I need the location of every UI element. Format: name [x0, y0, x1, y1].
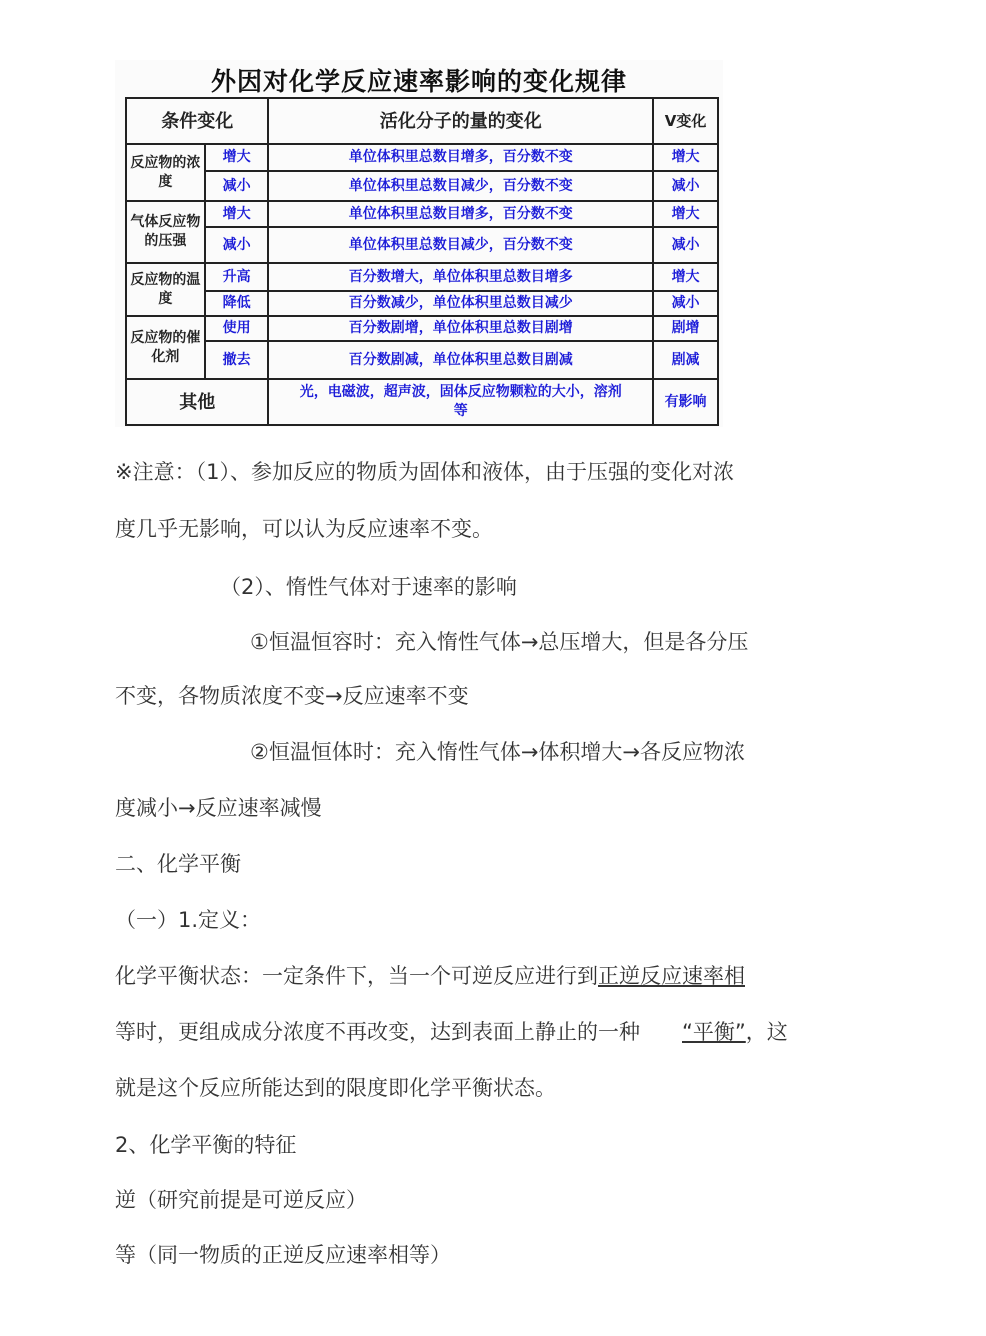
definition-line-2 — [115, 1016, 788, 1046]
underlined-term: “平衡” — [682, 1020, 746, 1044]
note-line-1: ※注意：（1）、参加反应的物质为固体和液体，由于压强的变化对浓 — [115, 460, 734, 484]
rate-factors-table — [125, 97, 719, 426]
header-v-change: V变化 — [653, 98, 718, 144]
note-line-7: 度减小→反应速率减慢 — [115, 796, 322, 820]
feature-item-1: 逆（研究前提是可逆反应） — [115, 1188, 367, 1212]
table-row — [126, 144, 718, 171]
factor-cell: 气体反应物的压强 — [126, 201, 205, 263]
table-header-row — [126, 98, 718, 144]
change-cell: 增大 — [205, 144, 269, 171]
change-cell: 升高 — [205, 263, 269, 291]
factor-cell: 反应物的温度 — [126, 263, 205, 316]
header-activated-molecules: 活化分子的量的变化 — [268, 98, 653, 144]
feature-item-2: 等（同一物质的正逆反应速率相等） — [115, 1243, 451, 1267]
underlined-term: 正逆反应速率相 — [598, 964, 745, 988]
change-cell: 降低 — [205, 291, 269, 316]
definition-text: ，这 — [745, 1020, 788, 1044]
note-line-2: 度几乎无影响，可以认为反应速率不变。 — [115, 517, 493, 541]
note-line-3: （2）、惰性气体对于速率的影响 — [220, 575, 517, 599]
molecule-cell: 单位体积里总数目增多，百分数不变 — [268, 201, 653, 227]
molecule-cell: 百分数剧增，单位体积里总数目剧增 — [268, 316, 653, 341]
table-row — [126, 316, 718, 341]
v-cell: 减小 — [653, 227, 718, 263]
note-line-5: 不变，各物质浓度不变→反应速率不变 — [115, 684, 469, 708]
section-heading: 二、化学平衡 — [115, 852, 241, 876]
other-effect: 有影响 — [653, 379, 718, 425]
definition-text: 等时，更组成成分浓度不再改变，达到表面上静止的一种 — [115, 1020, 682, 1044]
v-cell: 增大 — [653, 201, 718, 227]
definition-text: 化学平衡状态：一定条件下，当一个可逆反应进行到 — [115, 964, 598, 988]
table-row — [126, 263, 718, 291]
v-cell: 剧增 — [653, 316, 718, 341]
v-cell: 增大 — [653, 263, 718, 291]
header-condition: 条件变化 — [126, 98, 268, 144]
change-cell: 减小 — [205, 171, 269, 201]
v-cell: 增大 — [653, 144, 718, 171]
subsection-heading: （一）1.定义： — [115, 908, 262, 932]
molecule-cell: 单位体积里总数目减少，百分数不变 — [268, 227, 653, 263]
molecule-cell: 百分数增大，单位体积里总数目增多 — [268, 263, 653, 291]
change-cell: 减小 — [205, 227, 269, 263]
change-cell: 使用 — [205, 316, 269, 341]
molecule-cell: 单位体积里总数目增多，百分数不变 — [268, 144, 653, 171]
note-line-4: ①恒温恒容时：充入惰性气体→总压增大，但是各分压 — [250, 630, 749, 654]
change-cell: 撤去 — [205, 341, 269, 379]
rate-factors-table-image — [115, 60, 723, 427]
table-row — [126, 201, 718, 227]
other-label: 其他 — [126, 379, 268, 425]
table-title: 外因对化学反应速率影响的变化规律 — [210, 67, 627, 96]
note-line-6: ②恒温恒体时：充入惰性气体→体积增大→各反应物浓 — [250, 740, 746, 764]
table-row — [126, 171, 718, 201]
change-cell: 增大 — [205, 201, 269, 227]
factor-cell: 反应物的催化剂 — [126, 316, 205, 379]
v-cell: 剧减 — [653, 341, 718, 379]
molecule-cell: 单位体积里总数目减少，百分数不变 — [268, 171, 653, 201]
definition-line-3: 就是这个反应所能达到的限度即化学平衡状态。 — [115, 1076, 556, 1100]
feature-heading: 2、化学平衡的特征 — [115, 1133, 297, 1157]
molecule-cell: 百分数减少，单位体积里总数目减少 — [268, 291, 653, 316]
v-cell: 减小 — [653, 171, 718, 201]
table-row — [126, 227, 718, 263]
table-row — [126, 341, 718, 379]
table-row — [126, 291, 718, 316]
other-desc: 光，电磁波，超声波，固体反应物颗粒的大小，溶剂等 — [268, 379, 653, 425]
definition-line-1 — [115, 960, 773, 990]
table-row-other — [126, 379, 718, 425]
molecule-cell: 百分数剧减，单位体积里总数目剧减 — [268, 341, 653, 379]
factor-cell: 反应物的浓度 — [126, 144, 205, 201]
v-cell: 减小 — [653, 291, 718, 316]
